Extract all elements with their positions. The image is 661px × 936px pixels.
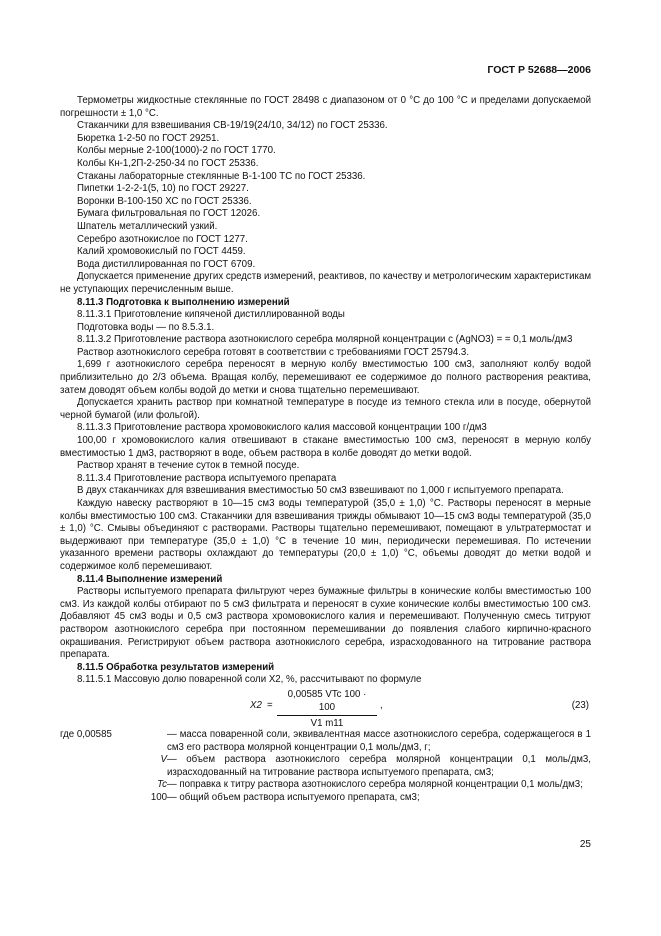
paragraph: Раствор хранят в течение суток в темной посуде. (77, 460, 300, 472)
paragraph: Калий хромовокислый по ГОСТ 4459. (77, 246, 246, 258)
formula-comma: , (380, 699, 383, 711)
section-heading: 8.11.5 Обработка результатов измерений (77, 661, 275, 673)
definition-row (60, 779, 591, 792)
paragraph: Допускается хранить раствор при комнатной температуре в посуде из темного стекла или в посуде, обернутой черной бумагой (или фольгой). (60, 397, 591, 421)
paragraph: Растворы испытуемого препарата фильтруют через бумажные фильтры в конические колбы вместимостью 100 см3. Из каждой колбы отбирают по 5 см3 фильтрата и переносят в сухие конические колбы вместимостью 100 см3. Добавляют 45 см3 воды и 0,5 см3 раствора хромовокислого калия и перемешивают. Полученную смесь титруют раствором азотнокислого серебра при постоянном перемешивании до появления слабого кирпично-красного окрашивания. Регистрируют объем раствора азотнокислого серебра, израсходованного на титрование раствора препарата. (60, 586, 591, 661)
subsection-heading: 8.11.3.2 Приготовление раствора азотнокислого серебра молярной концентрации c (AgNO3) = = 0,1 моль/дм3 (77, 334, 573, 346)
definition-symbol: 100 (150, 791, 167, 803)
paragraph: Колбы мерные 2-100(1000)-2 по ГОСТ 1770. (77, 145, 276, 157)
paragraph: Термометры жидкостные стеклянные по ГОСТ 28498 с диапазоном от 0 °С до 100 °С и пределами допускаемой погрешности ± 1,0 °С. (60, 95, 591, 119)
page-body (60, 95, 591, 804)
formula-fraction (277, 689, 377, 731)
paragraph: Шпатель металлический узкий. (77, 220, 218, 232)
formula-numerator: 0,00585 VTc 100 · 100 (277, 689, 377, 716)
formula-equals: = (267, 699, 273, 711)
paragraph: Вода дистиллированная по ГОСТ 6709. (77, 258, 256, 270)
paragraph: В двух стаканчиках для взвешивания вместимостью 50 см3 взвешивают по 1,000 г испытуемого препарата. (77, 485, 564, 497)
formula-denominator: V1 m11 (310, 718, 344, 730)
paragraph: Серебро азотнокислое по ГОСТ 1277. (77, 233, 248, 245)
page-number: 25 (579, 839, 591, 850)
section-heading: 8.11.4 Выполнение измерений (77, 573, 223, 585)
definition-text: — объем раствора азотнокислого серебра молярной концентрации 0,1 моль/дм3, израсходованный на титрование раствора испытуемого препарата, см3; (167, 754, 591, 778)
definition-text: — масса поваренной соли, эквивалентная массе азотнокислого серебра, содержащегося в 1 см3 его раствора молярной концентрации 0,1 моль/дм3, г; (167, 728, 591, 753)
paragraph: Каждую навеску растворяют в 10—15 см3 воды температурой (35,0 ± 1,0) °С. Растворы переносят в мерные колбы вместимостью 100 см3. Стаканчики для взвешивания трижды обмывают 10—15 см3 воды температурой (35,0 ± 1,0) °С. Смывы объединяют с растворами. Растворы тщательно перемешивают, помещают в ультратермостат и выдерживают при температуре (35,0 ± 1,0) °С в течение 10 мин, периодически перемешивая. По истечении указанного времени растворы охлаждают до температуры (20,0 ± 1,0) °С, объемы доводят до метки водой и содержимое колб перемешивают. (60, 498, 591, 572)
definition-text: — общий объем раствора испытуемого препарата, см3; (167, 791, 420, 803)
paragraph: Бюретка 1-2-50 по ГОСТ 29251. (77, 132, 220, 144)
paragraph: Бумага фильтровальная по ГОСТ 12026. (77, 208, 261, 220)
definition-symbol: V (160, 754, 167, 766)
subsection-heading: 8.11.3.4 Приготовление раствора испытуемого препарата (77, 472, 337, 484)
paragraph: Допускается применение других средств измерений, реактивов, по качеству и метрологическим характеристикам не уступающих перечисленным выше. (60, 271, 591, 295)
variable-definitions (60, 729, 591, 805)
definition-symbol: где 0,00585 (60, 728, 112, 740)
paragraph: Пипетки 1-2-2-1(5, 10) по ГОСТ 29227. (77, 183, 249, 195)
definition-row (60, 792, 591, 805)
paragraph: 8.11.5.1 Массовую долю поваренной соли X2, %, рассчитывают по формуле (77, 674, 422, 686)
formula-lhs: X2 (250, 699, 262, 711)
paragraph: Раствор азотнокислого серебра готовят в соответствии с требованиями ГОСТ 25794.3. (77, 346, 470, 358)
formula-number: (23) (571, 699, 589, 711)
paragraph: 100,00 г хромовокислого калия отвешивают в стакане вместимостью 100 см3, переносят в мерную колбу вместимостью 1 дм3, растворяют в воде, объем раствора в колбе доводят до метки водой. (60, 435, 591, 459)
document-code: ГОСТ Р 52688—2006 (487, 64, 591, 76)
section-heading: 8.11.3 Подготовка к выполнению измерений (77, 296, 290, 308)
definition-row (60, 754, 591, 779)
paragraph: Воронки В-100-150 ХС по ГОСТ 25336. (77, 195, 252, 207)
paragraph: Колбы Кн-1,2П-2-250-34 по ГОСТ 25336. (77, 157, 259, 169)
paragraph: Стаканчики для взвешивания СВ-19/19(24/10, 34/12) по ГОСТ 25336. (77, 120, 388, 132)
definition-text: — поправка к титру раствора азотнокислого серебра молярной концентрации 0,1 моль/дм3; (167, 779, 583, 791)
paragraph: Подготовка воды — по 8.5.3.1. (77, 321, 215, 333)
subsection-heading: 8.11.3.1 Приготовление кипяченой дистиллированной воды (77, 309, 345, 321)
definition-row (60, 729, 591, 754)
paragraph: Стаканы лабораторные стеклянные В-1-100 ТС по ГОСТ 25336. (77, 170, 366, 182)
subsection-heading: 8.11.3.3 Приготовление раствора хромовокислого калия массовой концентрации 100 г/дм3 (77, 422, 487, 434)
formula-23 (60, 688, 591, 730)
definition-symbol: Tc (157, 779, 167, 791)
paragraph: 1,699 г азотнокислого серебра переносят в мерную колбу вместимостью 100 см3, заполняют колбу водой приблизительно до 2/3 объема. Вращая колбу, перемешивают ее содержимое до полного растворения реактива, затем доводят объем колбы водой до метки и снова тщательно перемешивают. (60, 359, 591, 396)
